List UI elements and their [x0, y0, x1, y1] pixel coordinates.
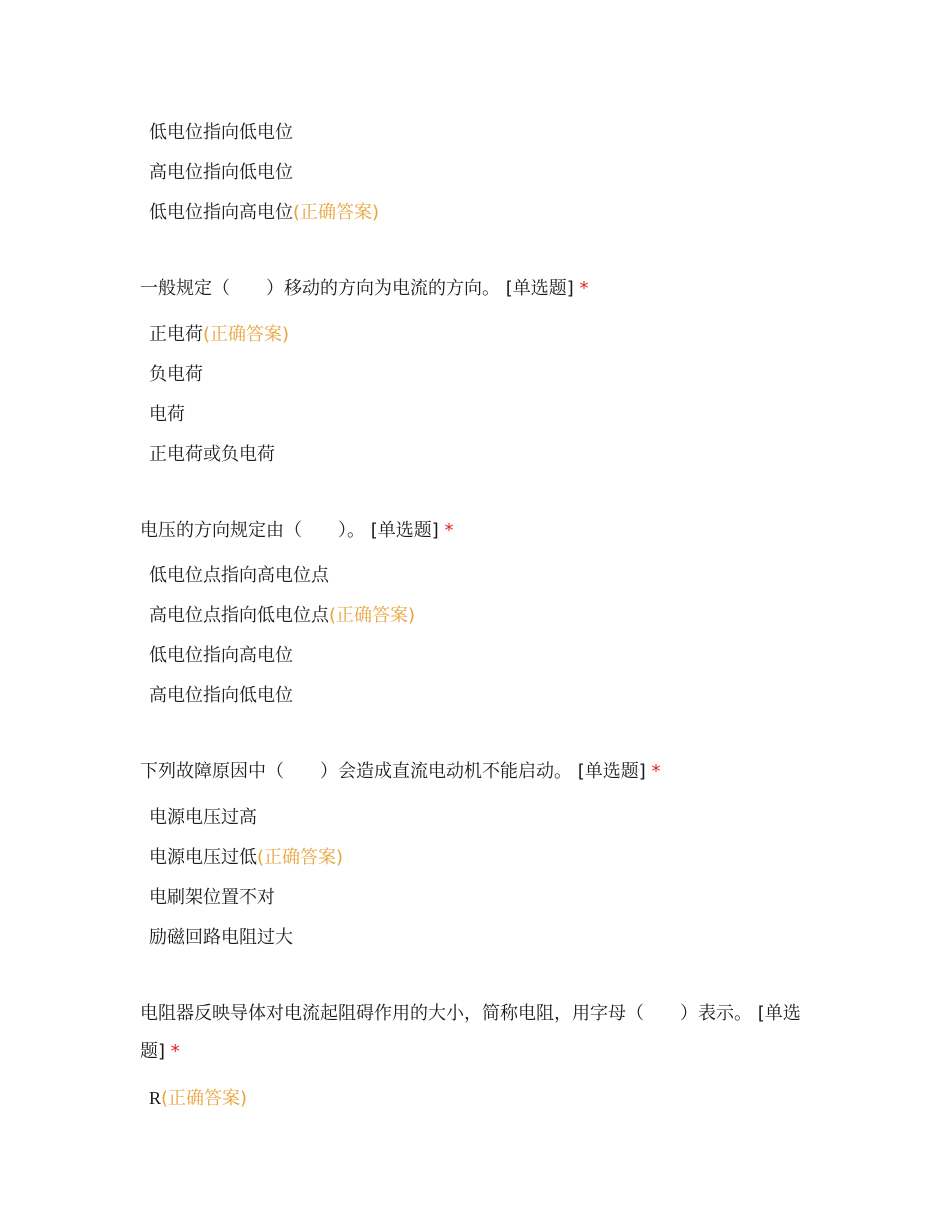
option-item[interactable] — [149, 878, 343, 918]
correct-answer-mark: (正确答案) — [161, 1088, 248, 1109]
option-text: 电源电压过高 — [149, 807, 257, 828]
option-item[interactable] — [149, 193, 379, 233]
option-text: 低电位指向低电位 — [149, 122, 293, 143]
options-group-4 — [149, 798, 343, 958]
option-item[interactable] — [149, 556, 415, 596]
question-text: 电阻器反映导体对电流起阻碍作用的大小，简称电阻，用字母（ ）表示。 — [140, 1003, 752, 1024]
option-text: 励磁回路电阻过大 — [149, 927, 293, 948]
option-item[interactable] — [149, 918, 343, 958]
option-text: 高电位指向低电位 — [149, 685, 293, 706]
correct-answer-mark: (正确答案) — [257, 847, 344, 868]
question-text: 一般规定（ ）移动的方向为电流的方向。 — [140, 278, 500, 299]
options-group-3 — [149, 556, 415, 716]
correct-answer-mark: (正确答案) — [203, 324, 290, 345]
correct-answer-mark: (正确答案) — [293, 202, 380, 223]
option-item[interactable] — [149, 355, 289, 395]
option-text: R — [149, 1088, 162, 1108]
question-5 — [140, 995, 810, 1071]
option-item[interactable] — [149, 395, 289, 435]
option-text: 低电位指向高电位 — [149, 645, 293, 666]
question-3 — [140, 512, 810, 550]
option-item[interactable] — [149, 798, 343, 838]
option-text: 电刷架位置不对 — [149, 887, 275, 908]
question-type: [单选题] — [505, 278, 574, 299]
correct-answer-mark: (正确答案) — [329, 605, 416, 626]
question-4 — [140, 753, 810, 791]
required-mark: * — [170, 1041, 180, 1062]
options-group-5 — [149, 1078, 247, 1118]
option-text: 高电位点指向低电位点 — [149, 605, 329, 626]
question-type: [单选题] — [140, 1003, 801, 1062]
question-type: [单选题] — [370, 520, 439, 541]
option-item[interactable] — [149, 838, 343, 878]
required-mark: * — [579, 278, 589, 299]
option-text: 电源电压过低 — [149, 847, 257, 868]
option-text: 正电荷 — [149, 324, 203, 345]
required-mark: * — [444, 520, 454, 541]
question-text: 电压的方向规定由（ ）。 — [140, 520, 365, 541]
option-item[interactable] — [149, 315, 289, 355]
option-text: 低电位点指向高电位点 — [149, 565, 329, 586]
required-mark: * — [651, 761, 661, 782]
option-item[interactable] — [149, 153, 379, 193]
question-type: [单选题] — [577, 761, 646, 782]
options-group-2 — [149, 315, 289, 475]
option-text: 负电荷 — [149, 364, 203, 385]
option-item[interactable] — [149, 1078, 247, 1118]
question-2 — [140, 270, 810, 308]
option-item[interactable] — [149, 596, 415, 636]
option-item[interactable] — [149, 113, 379, 153]
question-text: 下列故障原因中（ ）会造成直流电动机不能启动。 — [140, 761, 572, 782]
option-text: 高电位指向低电位 — [149, 162, 293, 183]
option-item[interactable] — [149, 636, 415, 676]
option-item[interactable] — [149, 435, 289, 475]
options-group-1 — [149, 113, 379, 233]
option-text: 电荷 — [149, 404, 185, 425]
option-text: 低电位指向高电位 — [149, 202, 293, 223]
option-text: 正电荷或负电荷 — [149, 444, 275, 465]
option-item[interactable] — [149, 676, 415, 716]
